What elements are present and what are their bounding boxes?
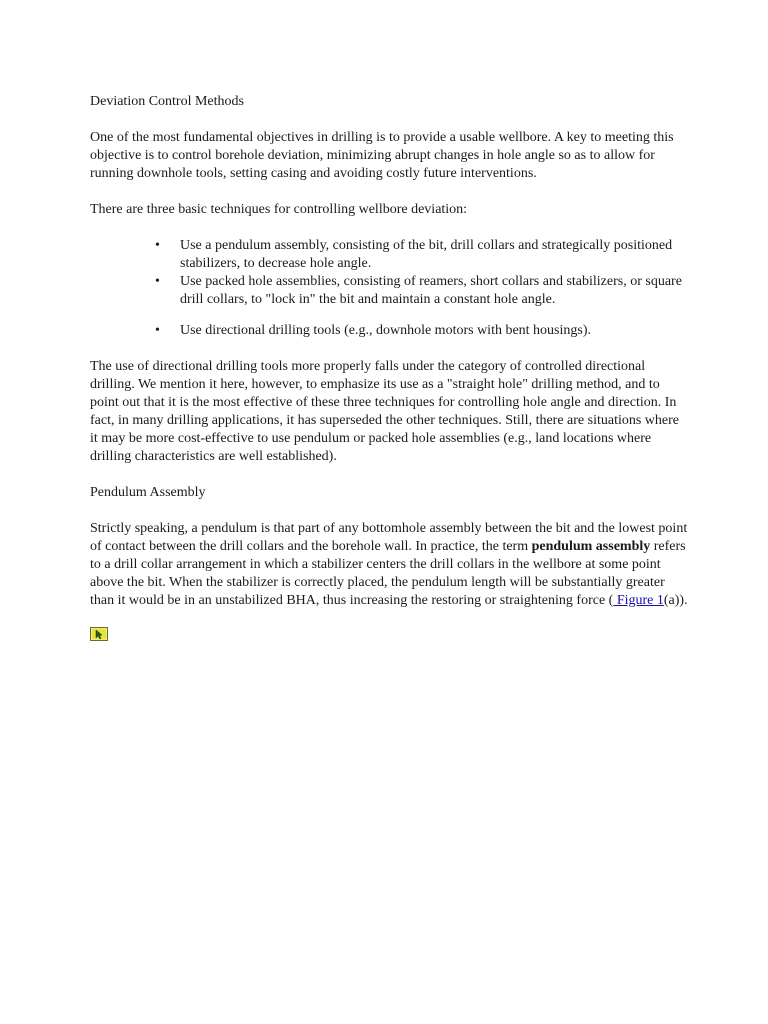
- section-heading-pendulum: Pendulum Assembly: [90, 485, 206, 500]
- directional-paragraph: The use of directional drilling tools more properly falls under the category of controlled directional drilling. We mention it here, however, to emphasize its use as a "straight hole" drilling method, and to point out that it is the most effective of these three techniques for controlling hole angle and direction. In fact, in many drilling applications, it has superseded the other techniques. Still, there are situations where it may be more cost-effective to use pendulum or packed hole assemblies (e.g., land locations where drilling characteristics are well established).: [90, 359, 680, 464]
- techniques-lead: There are three basic techniques for controlling wellbore deviation:: [90, 202, 468, 217]
- pendulum-text-2: refers to a drill collar arrangement in which a stabilizer centers the drill collars in the wellbore at some point above the bit. When the stabilizer is correctly placed, the pendulum length will be substantially greater than it would be in an unstabilized BHA, thus increasing the restoring or straightening force (: [90, 539, 686, 608]
- list-item: • Use packed hole assemblies, consisting of reamers, short collars and stabilizers, or square drill collars, to "lock in" the bit and maintain a constant hole angle.: [180, 273, 690, 309]
- list-item: • Use directional drilling tools (e.g., downhole motors with bent housings).: [180, 322, 690, 340]
- document-page: [90, 93, 690, 647]
- techniques-list: [90, 237, 690, 340]
- pendulum-text-3: (a)).: [663, 593, 688, 608]
- figure-placeholder[interactable]: [90, 628, 690, 647]
- figure-1-link[interactable]: Figure 1: [613, 593, 664, 608]
- page-title: Deviation Control Methods: [90, 94, 244, 109]
- list-item: • Use a pendulum assembly, consisting of the bit, drill collars and strategically positioned stabilizers, to decrease hole angle.: [180, 237, 690, 273]
- image-placeholder-icon[interactable]: [90, 627, 108, 641]
- pendulum-text-1: Strictly speaking, a pendulum is that part of any bottomhole assembly between the bit and the lowest point of contact between the drill collars and the borehole wall. In practice, the term: [90, 521, 688, 554]
- bold-term: pendulum assembly: [531, 539, 651, 554]
- intro-paragraph: One of the most fundamental objectives in drilling is to provide a usable wellbore. A key to meeting this objective is to control borehole deviation, minimizing abrupt changes in hole angle so as to allow for running downhole tools, setting casing and avoiding costly future interventions.: [90, 130, 674, 181]
- pendulum-paragraph: [90, 520, 690, 610]
